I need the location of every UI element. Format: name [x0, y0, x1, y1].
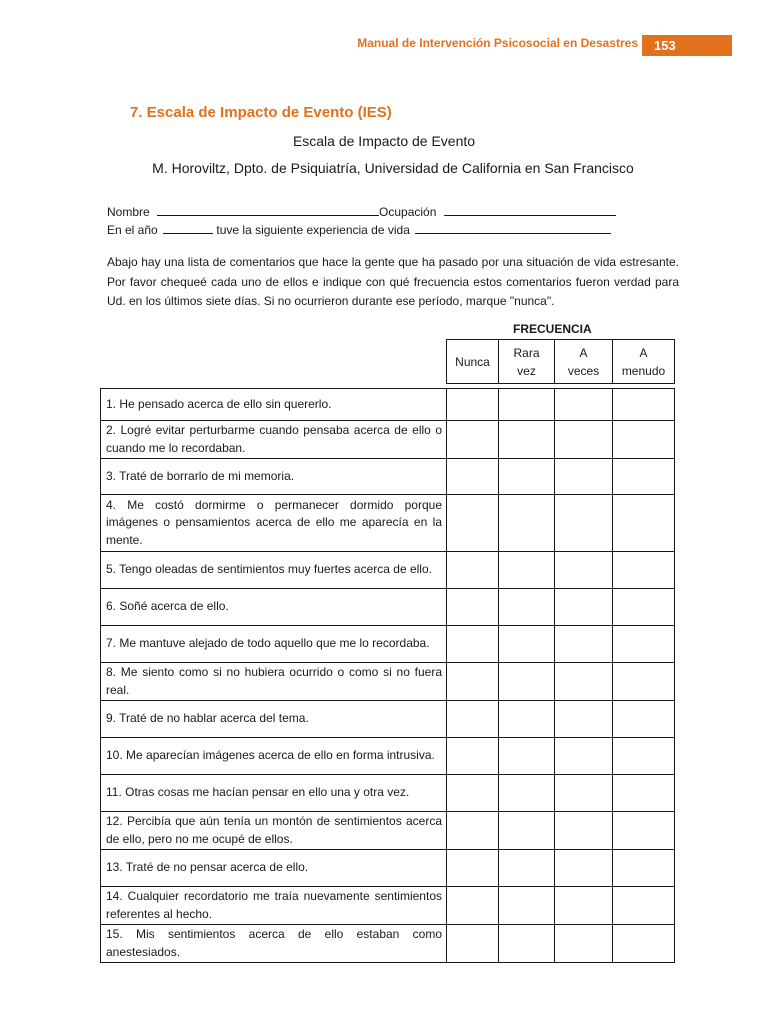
ano-suffix: tuve la siguiente experiencia de vida [216, 223, 410, 237]
item-3-nunca-cell[interactable] [447, 459, 499, 495]
column-header-nunca: Nunca [447, 340, 499, 384]
item-10-a-menudo-cell[interactable] [613, 738, 675, 775]
item-13-rara-vez-cell[interactable] [499, 850, 555, 887]
table-row [101, 626, 675, 663]
item-5-text: 5. Tengo oleadas de sentimientos muy fuertes acerca de ello. [101, 552, 447, 589]
item-1-rara-vez-cell[interactable] [499, 389, 555, 421]
item-4-nunca-cell[interactable] [447, 495, 499, 552]
item-7-a-veces-cell[interactable] [555, 626, 613, 663]
item-7-nunca-cell[interactable] [447, 626, 499, 663]
item-13-a-veces-cell[interactable] [555, 850, 613, 887]
item-11-text: 11. Otras cosas me hacían pensar en ello una y otra vez. [101, 775, 447, 812]
page-number-badge: 153 [642, 35, 732, 56]
item-15-rara-vez-cell[interactable] [499, 925, 555, 963]
section-title: 7. Escala de Impacto de Evento (IES) [130, 104, 392, 121]
item-11-nunca-cell[interactable] [447, 775, 499, 812]
item-4-text: 4. Me costó dormirme o permanecer dormido porque imágenes o pensamientos acerca de ello me aparecía en la mente. [101, 495, 447, 552]
item-5-rara-vez-cell[interactable] [499, 552, 555, 589]
document-title: Escala de Impacto de Evento [292, 133, 476, 149]
item-8-a-menudo-cell[interactable] [613, 663, 675, 701]
table-row [101, 589, 675, 626]
item-10-nunca-cell[interactable] [447, 738, 499, 775]
item-9-nunca-cell[interactable] [447, 701, 499, 738]
item-8-text: 8. Me siento como si no hubiera ocurrido o como si no fuera real. [101, 663, 447, 701]
table-row [101, 925, 675, 963]
column-header-a-menudo: A menudo [613, 340, 675, 384]
item-9-a-menudo-cell[interactable] [613, 701, 675, 738]
table-header-row [101, 340, 675, 384]
item-10-rara-vez-cell[interactable] [499, 738, 555, 775]
item-1-nunca-cell[interactable] [447, 389, 499, 421]
item-14-a-menudo-cell[interactable] [613, 887, 675, 925]
item-2-a-menudo-cell[interactable] [613, 421, 675, 459]
table-row [101, 552, 675, 589]
item-6-nunca-cell[interactable] [447, 589, 499, 626]
table-row [101, 812, 675, 850]
table-row [101, 775, 675, 812]
item-3-a-menudo-cell[interactable] [613, 459, 675, 495]
table-row [101, 701, 675, 738]
item-9-text: 9. Traté de no hablar acerca del tema. [101, 701, 447, 738]
item-12-a-menudo-cell[interactable] [613, 812, 675, 850]
item-2-rara-vez-cell[interactable] [499, 421, 555, 459]
item-6-a-veces-cell[interactable] [555, 589, 613, 626]
item-1-a-menudo-cell[interactable] [613, 389, 675, 421]
item-3-rara-vez-cell[interactable] [499, 459, 555, 495]
item-4-rara-vez-cell[interactable] [499, 495, 555, 552]
running-header-title: Manual de Intervención Psicosocial en Desastres [357, 36, 638, 50]
item-15-a-menudo-cell[interactable] [613, 925, 675, 963]
ies-table [100, 339, 675, 963]
instructions-paragraph: Abajo hay una lista de comentarios que hace la gente que ha pasado por una situación de vida estresante. Por favor chequeé cada uno de ellos e indique con qué frecuencia estos comentarios fueron verdad para Ud. en los últimos siete días. Si no ocurrieron durante ese período, marque "nunca". [107, 255, 679, 308]
item-14-rara-vez-cell[interactable] [499, 887, 555, 925]
experiencia-blank[interactable] [415, 222, 611, 234]
name-occupation-line [107, 204, 616, 219]
item-3-text: 3. Traté de borrarlo de mi memoria. [101, 459, 447, 495]
ano-label: En el año [107, 223, 158, 237]
table-row [101, 850, 675, 887]
item-1-a-veces-cell[interactable] [555, 389, 613, 421]
ocupacion-label: Ocupación [379, 205, 437, 219]
item-4-a-menudo-cell[interactable] [613, 495, 675, 552]
item-12-text: 12. Percibía que aún tenía un montón de sentimientos acerca de ello, pero no me ocupé de ellos. [101, 812, 447, 850]
ano-blank[interactable] [163, 222, 213, 234]
item-2-nunca-cell[interactable] [447, 421, 499, 459]
item-11-rara-vez-cell[interactable] [499, 775, 555, 812]
item-11-a-menudo-cell[interactable] [613, 775, 675, 812]
item-10-a-veces-cell[interactable] [555, 738, 613, 775]
item-5-nunca-cell[interactable] [447, 552, 499, 589]
table-row [101, 887, 675, 925]
item-15-text: 15. Mis sentimientos acerca de ello estaban como anestesiados. [101, 925, 447, 963]
item-6-text: 6. Soñé acerca de ello. [101, 589, 447, 626]
item-3-a-veces-cell[interactable] [555, 459, 613, 495]
item-2-text: 2. Logré evitar perturbarme cuando pensaba acerca de ello o cuando me lo recordaban. [101, 421, 447, 459]
item-6-rara-vez-cell[interactable] [499, 589, 555, 626]
item-15-nunca-cell[interactable] [447, 925, 499, 963]
table-row [101, 459, 675, 495]
column-header-rara-vez: Rara vez [499, 340, 555, 384]
item-13-a-menudo-cell[interactable] [613, 850, 675, 887]
nombre-blank[interactable] [157, 204, 379, 216]
item-7-text: 7. Me mantuve alejado de todo aquello que me lo recordaba. [101, 626, 447, 663]
frequency-label: FRECUENCIA [513, 322, 592, 336]
ocupacion-blank[interactable] [444, 204, 616, 216]
ies-table-body [101, 389, 675, 963]
item-12-rara-vez-cell[interactable] [499, 812, 555, 850]
table-row [101, 663, 675, 701]
nombre-label: Nombre [107, 205, 150, 219]
item-11-a-veces-cell[interactable] [555, 775, 613, 812]
item-9-a-veces-cell[interactable] [555, 701, 613, 738]
item-6-a-menudo-cell[interactable] [613, 589, 675, 626]
item-8-nunca-cell[interactable] [447, 663, 499, 701]
header-spacer [101, 340, 447, 384]
item-13-nunca-cell[interactable] [447, 850, 499, 887]
column-header-a-veces: A veces [555, 340, 613, 384]
item-7-rara-vez-cell[interactable] [499, 626, 555, 663]
table-row [101, 495, 675, 552]
item-4-a-veces-cell[interactable] [555, 495, 613, 552]
item-8-a-veces-cell[interactable] [555, 663, 613, 701]
item-5-a-veces-cell[interactable] [555, 552, 613, 589]
item-14-a-veces-cell[interactable] [555, 887, 613, 925]
document-author: M. Horoviltz, Dpto. de Psiquiatría, Universidad de California en San Francisco [152, 160, 634, 176]
item-12-nunca-cell[interactable] [447, 812, 499, 850]
item-12-a-veces-cell[interactable] [555, 812, 613, 850]
item-2-a-veces-cell[interactable] [555, 421, 613, 459]
item-13-text: 13. Traté de no pensar acerca de ello. [101, 850, 447, 887]
item-5-a-menudo-cell[interactable] [613, 552, 675, 589]
item-14-text: 14. Cualquier recordatorio me traía nuevamente sentimientos referentes al hecho. [101, 887, 447, 925]
item-1-text: 1. He pensado acerca de ello sin quererlo. [101, 389, 447, 421]
table-row [101, 389, 675, 421]
table-row [101, 421, 675, 459]
item-15-a-veces-cell[interactable] [555, 925, 613, 963]
item-8-rara-vez-cell[interactable] [499, 663, 555, 701]
item-10-text: 10. Me aparecían imágenes acerca de ello en forma intrusiva. [101, 738, 447, 775]
item-7-a-menudo-cell[interactable] [613, 626, 675, 663]
table-row [101, 738, 675, 775]
item-9-rara-vez-cell[interactable] [499, 701, 555, 738]
item-14-nunca-cell[interactable] [447, 887, 499, 925]
year-experience-line [107, 222, 611, 237]
